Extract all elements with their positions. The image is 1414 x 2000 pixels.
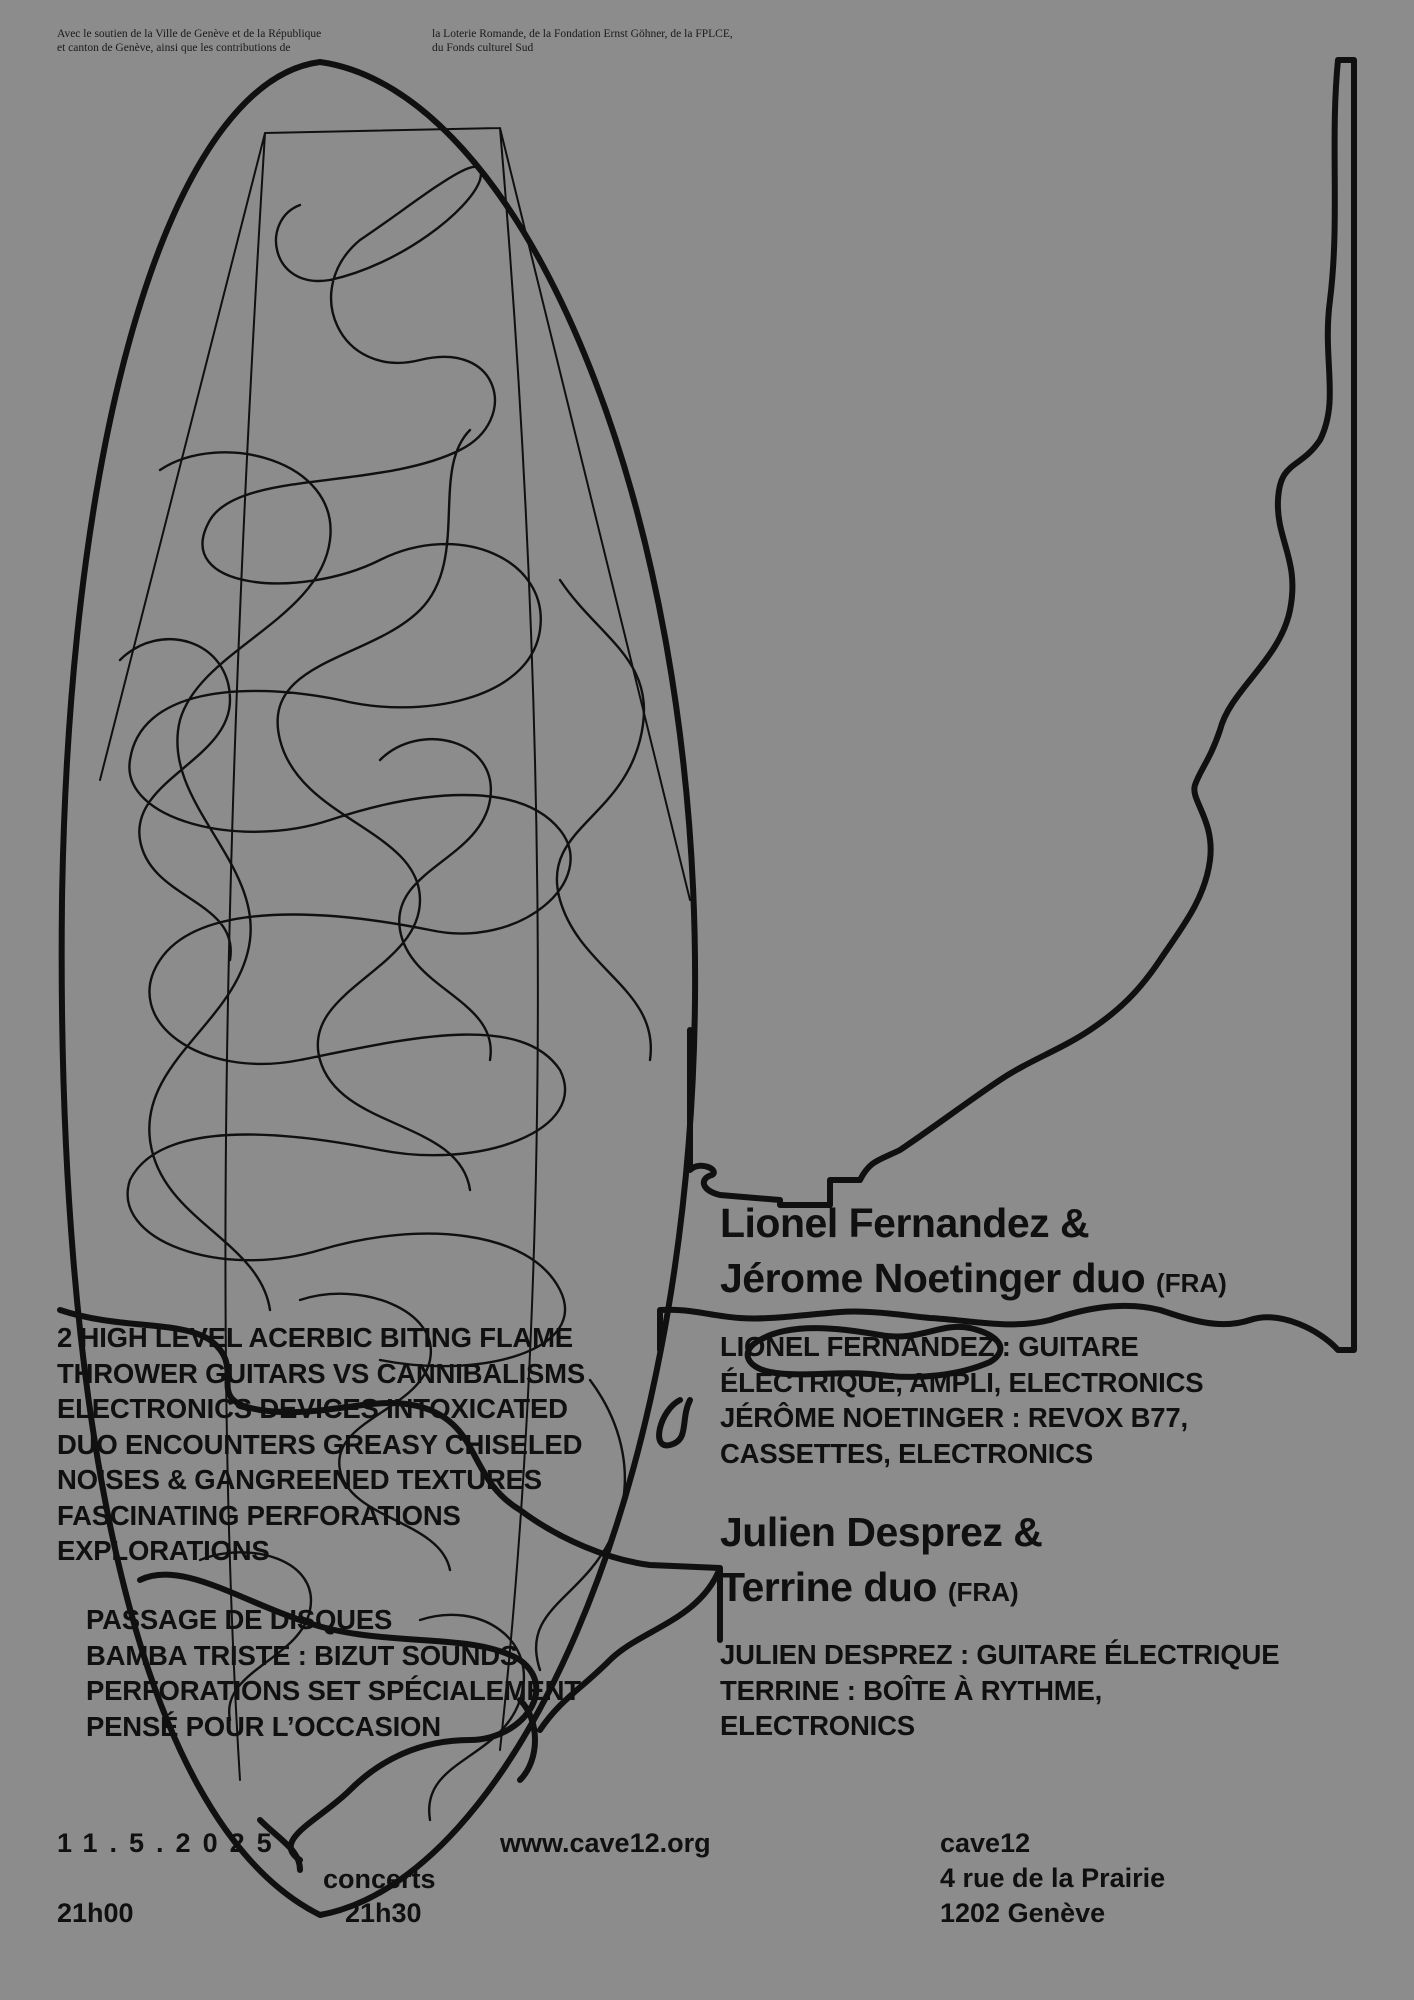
records-line: BAMBA TRISTE : BIZUT SOUNDS xyxy=(86,1639,519,1671)
map-outline xyxy=(660,60,1354,1350)
act-title-line-with-origin xyxy=(720,1251,1227,1311)
funding-credits-left xyxy=(57,27,387,55)
act-title-line: Julien Desprez & xyxy=(720,1509,1043,1555)
blurb-line: EXPLORATIONS xyxy=(57,1535,270,1566)
credit-line: du Fonds culturel Sud xyxy=(432,42,534,54)
blurb-line: THROWER GUITARS VS CANNIBALISMS xyxy=(57,1357,586,1389)
lineup-line: TERRINE : BOÎTE À RYTHME, xyxy=(720,1674,1103,1706)
funding-credits-right xyxy=(432,27,812,55)
concerts-time: 21h30 xyxy=(345,1898,422,1928)
lineup-line: ELECTRONICS xyxy=(720,1710,915,1741)
credit-line: et canton de Genève, ainsi que les contributions de xyxy=(57,42,291,54)
lineup-line: CASSETTES, ELECTRONICS xyxy=(720,1437,1093,1469)
concerts-label: concerts xyxy=(323,1864,436,1894)
blurb-line: NOISES & GANGREENED TEXTURES xyxy=(57,1464,542,1495)
lineup-line: ÉLECTRIQUE, AMPLI, ELECTRONICS xyxy=(720,1366,1204,1398)
website-link[interactable]: www.cave12.org xyxy=(500,1828,711,1858)
scribble-lines xyxy=(120,167,651,1820)
act-2-title xyxy=(720,1505,1042,1620)
lineup-line: JÉRÔME NOETINGER : REVOX B77, xyxy=(720,1402,1188,1433)
doors-time: 21h00 xyxy=(57,1898,134,1928)
records-line: PERFORATIONS SET SPÉCIALEMENT xyxy=(86,1675,581,1706)
credit-line: Avec le soutien de la Ville de Genève et de la République xyxy=(57,28,322,40)
venue-name: cave12 xyxy=(940,1828,1031,1858)
act-1-title xyxy=(720,1196,1227,1311)
venue-address xyxy=(940,1826,1165,1931)
blurb-line: ELECTRONICS DEVICES INTOXICATED xyxy=(57,1393,568,1424)
venue-street: 4 rue de la Prairie xyxy=(940,1863,1166,1893)
act-1-lineup xyxy=(720,1329,1203,1471)
act-title-line: Terrine duo xyxy=(720,1564,937,1610)
blurb-line: DUO ENCOUNTERS GREASY CHISELED xyxy=(57,1428,583,1460)
blurb-line: FASCINATING PERFORATIONS xyxy=(57,1499,461,1531)
act-2-lineup xyxy=(720,1637,1279,1744)
records-line: PASSAGE DE DISQUES xyxy=(86,1604,393,1635)
lineup-line: JULIEN DESPREZ : GUITARE ÉLECTRIQUE xyxy=(720,1639,1280,1670)
blurb-line: 2 HIGH LEVEL ACERBIC BITING FLAME xyxy=(57,1322,573,1353)
act-title-line: Lionel Fernandez & xyxy=(720,1200,1090,1246)
event-date: 11.5.2025 xyxy=(57,1828,284,1858)
venue-city: 1202 Genève xyxy=(940,1898,1106,1928)
credit-line: la Loterie Romande, de la Fondation Ernst Göhner, de la FPLCE, xyxy=(432,28,733,40)
lineup-line: LIONEL FERNANDEZ : GUITARE xyxy=(720,1331,1139,1362)
act-title-line: Jérome Noetinger duo xyxy=(720,1255,1146,1301)
description-blurb xyxy=(57,1320,585,1569)
record-selection-block xyxy=(86,1602,581,1744)
origin-tag: (FRA) xyxy=(947,1577,1019,1607)
records-line: PENSÉ POUR L’OCCASION xyxy=(86,1710,441,1742)
origin-tag: (FRA) xyxy=(1156,1268,1227,1298)
act-title-line-with-origin xyxy=(720,1560,1042,1620)
